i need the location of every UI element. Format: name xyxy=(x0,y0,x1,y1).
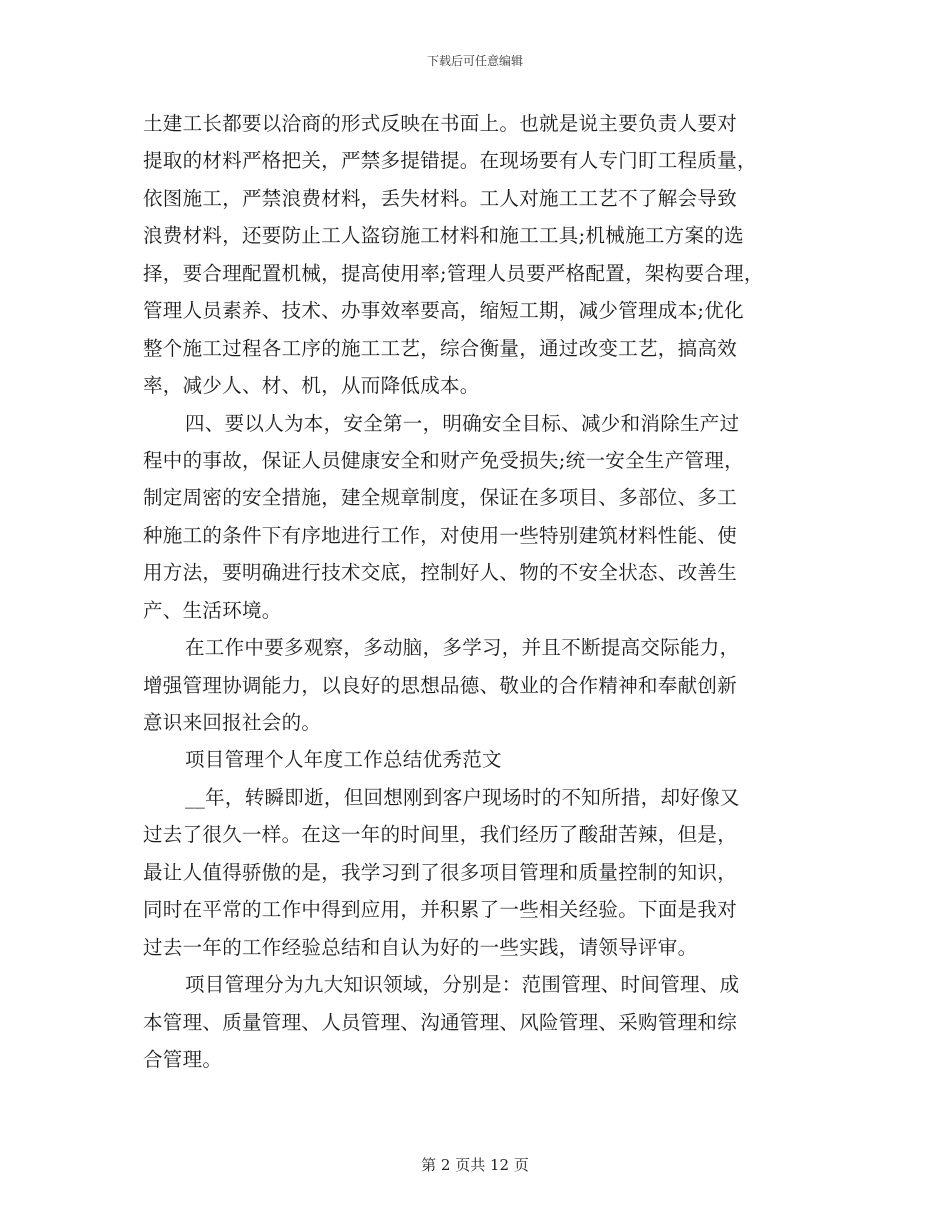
text-line: 土建工长都要以洽商的形式反映在书面上。也就是说主要负责人要对 xyxy=(143,112,738,135)
text-line: 浪费材料，还要防止工人盗窃施工材料和施工工具;机械施工方案的选 xyxy=(143,224,744,248)
text-line: 种施工的条件下有序地进行工作，对使用一些特别建筑材料性能、使 xyxy=(143,523,738,547)
paragraph-start-line: 在工作中要多观察，多动脑，多学习，并且不断提高交际能力， xyxy=(185,636,740,660)
page-header: 下载后可任意编辑 xyxy=(426,54,523,68)
paragraph-start-line: 四、要以人为本，安全第一，明确安全目标、减少和消除生产过 xyxy=(185,411,740,435)
text-line: 同时在平常的工作中得到应用，并积累了一些相关经验。下面是我对 xyxy=(143,898,738,922)
document-body xyxy=(143,105,823,1078)
text-line: 率，减少人、材、机，从而降低成本。 xyxy=(143,374,480,398)
section-title: 项目管理个人年度工作总结优秀范文 xyxy=(185,748,502,772)
page-number-footer: 第 2 页共 12 页 xyxy=(421,1156,529,1174)
text-line: 管理人员素养、技术、办事效率要高，缩短工期，减少管理成本;优化 xyxy=(143,299,744,323)
text-line: 过去一年的工作经验总结和自认为好的一些实践，请领导评审。 xyxy=(143,935,698,959)
text-line: 整个施工过程各工序的施工工艺，综合衡量，通过改变工艺，搞高效 xyxy=(143,336,738,360)
text-line: 提取的材料严格把关，严禁多提错提。在现场要有人专门盯工程质量， xyxy=(143,149,757,173)
text-line: 过去了很久一样。在这一年的时间里，我们经历了酸甜苦辣，但是， xyxy=(143,823,738,847)
paragraph-start-line: 项目管理分为九大知识领域，分别是：范围管理、时间管理、成 xyxy=(185,973,740,997)
text-line: 程中的事故，保证人员健康安全和财产免受损失;统一安全生产管理， xyxy=(143,448,744,472)
text-line: 意识来回报社会的。 xyxy=(143,711,322,734)
text-line: 增强管理协调能力，以良好的思想品德、敬业的合作精神和奉献创新 xyxy=(143,673,738,697)
text-line: 制定周密的安全措施，建全规章制度，保证在多项目、多部位、多工 xyxy=(143,486,738,510)
paragraph-start-line: __年，转瞬即逝，但回想刚到客户现场时的不知所措，却好像又 xyxy=(185,785,740,809)
text-line: 产、生活环境。 xyxy=(143,598,282,622)
text-line: 择，要合理配置机械，提高使用率;管理人员要严格配置，架构要合理， xyxy=(143,261,764,285)
text-line: 依图施工，严禁浪费材料，丢失材料。工人对施工工艺不了解会导致 xyxy=(143,186,738,210)
text-line: 合管理。 xyxy=(143,1047,223,1071)
text-line: 本管理、质量管理、人员管理、沟通管理、风险管理、采购管理和综 xyxy=(143,1010,738,1034)
text-line: 用方法，要明确进行技术交底，控制好人、物的不安全状态、改善生 xyxy=(143,561,738,585)
text-line: 最让人值得骄傲的是，我学习到了很多项目管理和质量控制的知识， xyxy=(143,860,738,884)
